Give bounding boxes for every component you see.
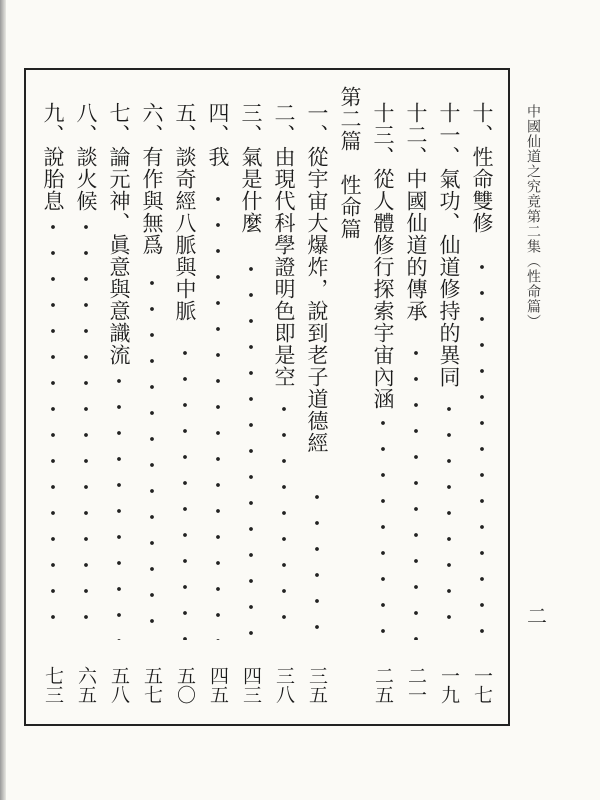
entry-number: 五、 bbox=[173, 102, 197, 146]
entry-number: 四、 bbox=[206, 102, 230, 146]
entry-page: 二五 bbox=[372, 666, 394, 704]
entry-page: 三五 bbox=[306, 666, 328, 704]
leader-dots bbox=[380, 410, 386, 640]
entry-title: 氣功、仙道修持的異同 bbox=[437, 168, 461, 388]
entry-number: 三、 bbox=[239, 102, 263, 146]
entry-number: 二、 bbox=[272, 102, 296, 146]
toc-entry bbox=[303, 102, 331, 454]
entry-title: 從宇宙大爆炸，說到老子道德經 bbox=[305, 146, 329, 454]
toc-entry bbox=[171, 102, 199, 322]
entry-page: 六五 bbox=[75, 666, 97, 704]
entry-number: 十二、 bbox=[404, 102, 428, 168]
entry-page: 五七 bbox=[141, 666, 163, 704]
toc-entry bbox=[138, 102, 166, 256]
entry-number: 六、 bbox=[140, 102, 164, 146]
entry-number: 八、 bbox=[74, 102, 98, 146]
leader-dots bbox=[281, 396, 287, 640]
entry-number: 七、 bbox=[107, 102, 131, 146]
entry-title: 談火候 bbox=[74, 146, 98, 212]
entry-page: 二一 bbox=[405, 666, 427, 704]
leader-dots bbox=[182, 340, 188, 640]
toc-entry bbox=[468, 102, 496, 234]
entry-page: 一九 bbox=[438, 666, 460, 704]
leader-dots bbox=[413, 340, 419, 640]
running-head: 中國仙道之究竟第二集（性命篇） bbox=[525, 104, 541, 329]
leader-dots bbox=[116, 368, 122, 640]
entry-page: 五〇 bbox=[174, 666, 196, 704]
entry-page: 五八 bbox=[108, 666, 130, 704]
page-folio: 二 bbox=[527, 604, 547, 628]
entry-title: 論元神、眞意與意識流 bbox=[107, 146, 131, 366]
entry-title: 談奇經八脈與中脈 bbox=[173, 146, 197, 322]
entry-title: 我 bbox=[206, 146, 230, 168]
toc-entry bbox=[39, 102, 67, 212]
toc-entry bbox=[237, 102, 265, 234]
leader-dots bbox=[83, 214, 89, 640]
leader-dots bbox=[248, 256, 254, 640]
scan-edge bbox=[0, 0, 6, 800]
entry-number: 九、 bbox=[41, 102, 65, 146]
leader-dots bbox=[149, 270, 155, 640]
entry-page: 一七 bbox=[471, 666, 493, 704]
entry-number: 十、 bbox=[470, 102, 494, 146]
entry-number: 十一、 bbox=[437, 102, 461, 168]
leader-dots bbox=[446, 396, 452, 640]
entry-title: 由現代科學證明色即是空 bbox=[272, 146, 296, 388]
toc-entry bbox=[369, 102, 397, 410]
entry-title: 中國仙道的傳承 bbox=[404, 168, 428, 322]
entry-page: 七三 bbox=[42, 666, 64, 704]
toc-entry bbox=[270, 102, 298, 388]
entry-title: 性命雙修 bbox=[470, 146, 494, 234]
entry-page: 四五 bbox=[207, 666, 229, 704]
entry-title: 從人體修行探索宇宙內涵 bbox=[371, 168, 395, 410]
section-heading: 第二篇 性命篇 bbox=[338, 86, 362, 240]
toc-entry bbox=[72, 102, 100, 212]
toc-entry bbox=[204, 102, 232, 168]
entry-number: 十三、 bbox=[371, 102, 395, 168]
toc-entry bbox=[105, 102, 133, 366]
entry-page: 四三 bbox=[240, 666, 262, 704]
leader-dots bbox=[215, 186, 221, 640]
leader-dots bbox=[479, 254, 485, 640]
entry-page: 三八 bbox=[273, 666, 295, 704]
toc-entry bbox=[435, 102, 463, 388]
entry-title: 說胎息 bbox=[41, 146, 65, 212]
leader-dots bbox=[314, 484, 320, 640]
leader-dots bbox=[50, 214, 56, 640]
entry-title: 有作與無爲 bbox=[140, 146, 164, 256]
entry-number: 一、 bbox=[305, 102, 329, 146]
toc-entry bbox=[402, 102, 430, 322]
entry-title: 氣是什麼 bbox=[239, 146, 263, 234]
